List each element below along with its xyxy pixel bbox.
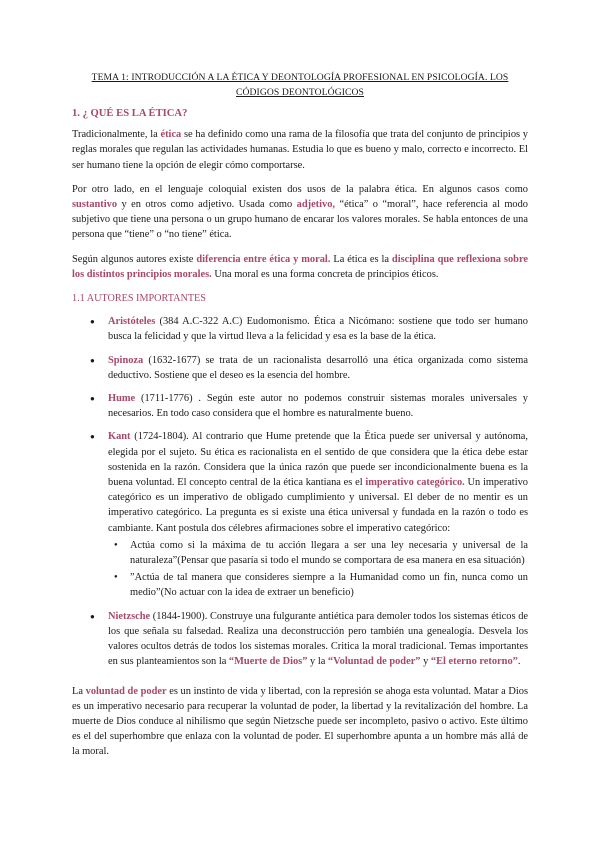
paragraph-etica-y-moral: Según algunos autores existe diferencia entre ética y moral. La ética es la disciplina que reflexiona sobre los distintos principios morales. Una moral es una forma concreta de principios éticos. xyxy=(72,253,528,280)
section-heading-autores: 1.1 AUTORES IMPORTANTES xyxy=(72,293,206,305)
list-item-aristoteles: ● Aristóteles (384 A.C-322 A.C) Eudomonismo. Ética a Nicómano: sostiene que todo ser humano busca la felicidad y que la virtud lleva a la felicidad y esa es la base de la ética. xyxy=(72,314,528,344)
section-heading-que-es-la-etica: 1. ¿ QUÉ ES LA ÉTICA? xyxy=(72,108,188,119)
highlight-adjetivo: adjetivo, xyxy=(296,199,336,211)
list-item-spinoza: ● Spinoza (1632-1677) se trata de un racionalista desarrolló una ética organizada como sistema deductivo. Sostiene que el deseo es la esencia del hombre. xyxy=(72,353,528,383)
highlight-sustantivo: sustantivo xyxy=(72,199,118,211)
paragraph-voluntad-de-poder: La voluntad de poder es un instinto de vida y libertad, con la represión se ahoga esta voluntad. Matar a Dios es un imperativo necesario para recuperar la voluntad de poder, la libertad y la revitalización del hombre. La muerte de Dios conduce al nihilismo que según Nietzsche puede ser incompleto, pasivo o activo. Este último es el del superhombre que enlaza con la voluntad de poder. El superhombre apunta a un hombre más allá de la moral. xyxy=(72,685,528,758)
paragraph-lenguaje-coloquial: Por otro lado, en el lenguaje coloquial existen dos usos de la palabra ética. En algunos casos como sustantivo y en otros como adjetivo. Usada como adjetivo, “ética” o “moral”, hace referencia al modo subjetivo que tiene una persona o un grupo humano de encarar los valores morales. Se habla entonces de una persona que “tiene” o “no tiene” ética. xyxy=(72,183,528,241)
highlight-disciplina: disciplina que reflexiona sobre los distintos principios morales. xyxy=(72,253,528,280)
list-item-kant: ● Kant (1724-1804). Al contrario que Hume pretende que la Ética puede ser universal y autónoma, elegida por el sujeto. Su ética es racionalista en el sentido de que considera que la ética debe estar sostenida en la razón. Considera que la única razón que puede ser incondicionalmente buena es la buena voluntad. El concepto central de la ética kantiana es el imperativo categórico. Un imperativo categórico es un imperativo de obligado cumplimiento y universal. El deber de no mentir es un imperativo categórico. La pregunta es si existe una ética universal y fundada en la razón o todo es cambiante. Kant postula dos célebres afirmaciones sobre el imperativo categórico: ● Actúa como si la máxima de tu acción llegara a ser una ley necesaria y universal de la naturaleza”(Pensar que pasaría si todo el mundo se comportara de esa manera en esa situación) ● ”Actúa de tal manera que consideres siempre a la Humanidad como un fin, nunca como un medio”(No actuar con la idea de extraer un beneficio) xyxy=(72,429,528,600)
highlight-etica: ética xyxy=(160,129,182,141)
document-page xyxy=(72,70,528,769)
list-item-hume: ● Hume (1711-1776) . Según este autor no podemos construir sistemas morales universales y necesarios. En todo caso considera que el hombre es naturalmente bueno. xyxy=(72,391,528,421)
highlight-imperativo-categorico: imperativo categórico. xyxy=(365,477,465,489)
authors-list xyxy=(72,314,528,669)
highlight-voluntad-de-poder: voluntad de poder xyxy=(85,685,167,697)
document-title: TEMA 1: INTRODUCCIÓN A LA ÉTICA Y DEONTOLOGÍA PROFESIONAL EN PSICOLOGÍA. LOS CÓDIGOS DEONTOLÓGICOS xyxy=(91,72,509,98)
paragraph-definicion-etica: Tradicionalmente, la ética se ha definido como una rama de la filosofía que trata del conjunto de principios y reglas morales que regulan las actividades humanas. Estudia lo que es bueno y malo, correcto e incorrecto. El ser humano tiene la opción de elegir cómo comportarse. xyxy=(72,129,528,171)
sub-item-maxima: ● Actúa como si la máxima de tu acción llegara a ser una ley necesaria y universal de la naturaleza”(Pensar que pasaría si todo el mundo se comportara de esa manera en esa situación) xyxy=(108,538,528,568)
highlight-diferencia: diferencia entre ética y moral. xyxy=(196,253,331,265)
kant-sublist xyxy=(108,538,528,601)
sub-item-humanidad: ● ”Actúa de tal manera que consideres siempre a la Humanidad como un fin, nunca como un medio”(No actuar con la idea de extraer un beneficio) xyxy=(108,570,528,600)
list-item-nietzsche: ● Nietzsche (1844-1900). Construye una fulgurante antiética para demoler todos los sistemas éticos de los que señala su falsedad. Realiza una deconstrucción pero también una genealogía. Desvela los valores ocultos detrás de todos los sistemas morales. Critica la moral tradicional. Temas importantes en sus planteamientos son la “Muerte de Dios” y la “Voluntad de poder” y “El eterno retorno”. xyxy=(72,609,528,670)
